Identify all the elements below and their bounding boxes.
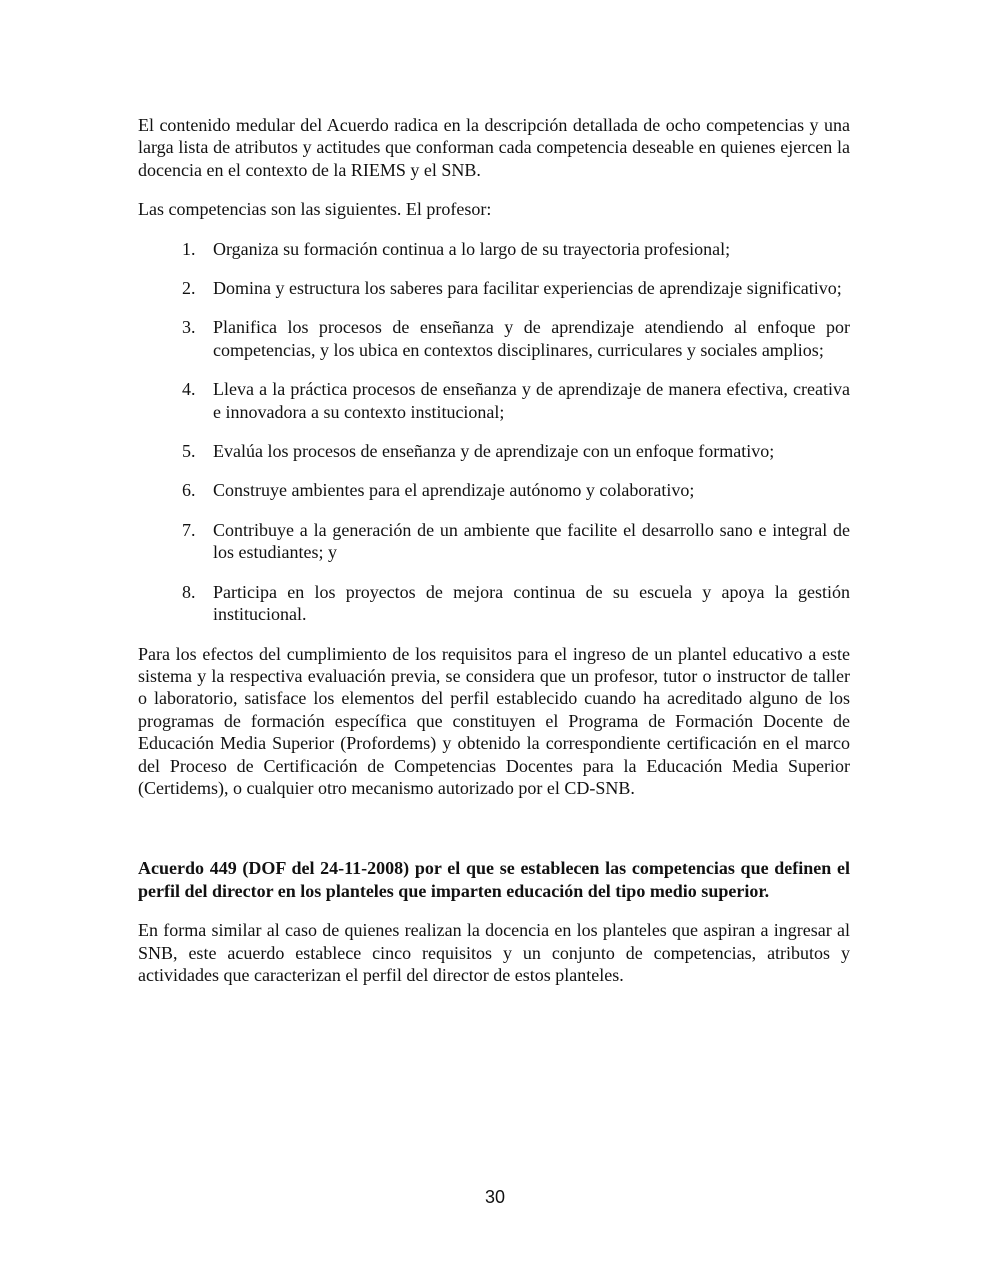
section-paragraph: En forma similar al caso de quienes realizan la docencia en los planteles que aspiran a ingresar al SNB, este acuerdo establece cinco requisitos y un conjunto de competencias, atributos y actividades que caracterizan el perfil del director de estos planteles. xyxy=(138,920,850,985)
section-heading: Acuerdo 449 (DOF del 24-11-2008) por el que se establecen las competencias que definen el perfil del director en los planteles que imparten educación del tipo medio superior. xyxy=(138,858,850,901)
document-page xyxy=(138,114,850,986)
list-item-text: Construye ambientes para el aprendizaje autónomo y colaborativo; xyxy=(213,480,695,501)
list-item xyxy=(138,238,850,260)
list-item-number: 5. xyxy=(182,441,196,462)
list-item-text: Domina y estructura los saberes para facilitar experiencias de aprendizaje significativo; xyxy=(213,278,842,299)
list-item-number: 8. xyxy=(182,581,196,602)
list-item-text: Organiza su formación continua a lo largo de su trayectoria profesional; xyxy=(213,238,731,259)
list-item-number: 2. xyxy=(182,278,196,299)
list-item xyxy=(138,581,850,626)
section-spacer xyxy=(138,799,850,857)
list-item-text: Planifica los procesos de enseñanza y de aprendizaje atendiendo al enfoque por competencias, y los ubica en contextos disciplinares, curriculares y sociales amplios; xyxy=(213,317,850,360)
requisitos-paragraph: Para los efectos del cumplimiento de los requisitos para el ingreso de un plantel educativo a este sistema y la respectiva evaluación previa, se considera que un profesor, tutor o instructor de taller o laboratorio, satisface los elementos del perfil establecido cuando ha acreditado alguno de los programas de formación específica que constituyen el Programa de Formación Docente de Educación Media Superior (Profordems) y obtenido la correspondiente certificación en el marco del Proceso de Certificación de Competencias Docentes para la Educación Media Superior (Certidems), o cualquier otro mecanismo autorizado por el CD-SNB. xyxy=(138,643,850,798)
competencias-list xyxy=(138,238,850,626)
list-item-text: Lleva a la práctica procesos de enseñanza y de aprendizaje de manera efectiva, creativa e innovadora a su contexto institucional; xyxy=(213,379,850,422)
list-item xyxy=(138,378,850,423)
list-item-number: 6. xyxy=(182,480,196,501)
list-item xyxy=(138,277,850,299)
list-item xyxy=(138,479,850,501)
list-item-text: Participa en los proyectos de mejora continua de su escuela y apoya la gestión institucional. xyxy=(213,581,850,625)
list-item xyxy=(138,519,850,564)
list-item-number: 3. xyxy=(182,317,196,338)
page-number: 30 xyxy=(484,1187,506,1207)
list-item xyxy=(138,316,850,361)
list-item-text: Contribuye a la generación de un ambiente que facilite el desarrollo sano e integral de los estudiantes; y xyxy=(213,519,850,563)
intro-paragraph: El contenido medular del Acuerdo radica en la descripción detallada de ocho competencias y una larga lista de atributos y actitudes que conforman cada competencia deseable en quienes ejercen la docencia en el contexto de la RIEMS y el SNB. xyxy=(138,115,850,180)
list-item-text: Evalúa los procesos de enseñanza y de aprendizaje con un enfoque formativo; xyxy=(213,441,775,462)
list-item-number: 1. xyxy=(182,238,196,259)
list-item-number: 4. xyxy=(182,379,196,400)
list-item-number: 7. xyxy=(182,519,196,540)
list-item xyxy=(138,440,850,462)
list-intro: Las competencias son las siguientes. El profesor: xyxy=(138,199,492,220)
